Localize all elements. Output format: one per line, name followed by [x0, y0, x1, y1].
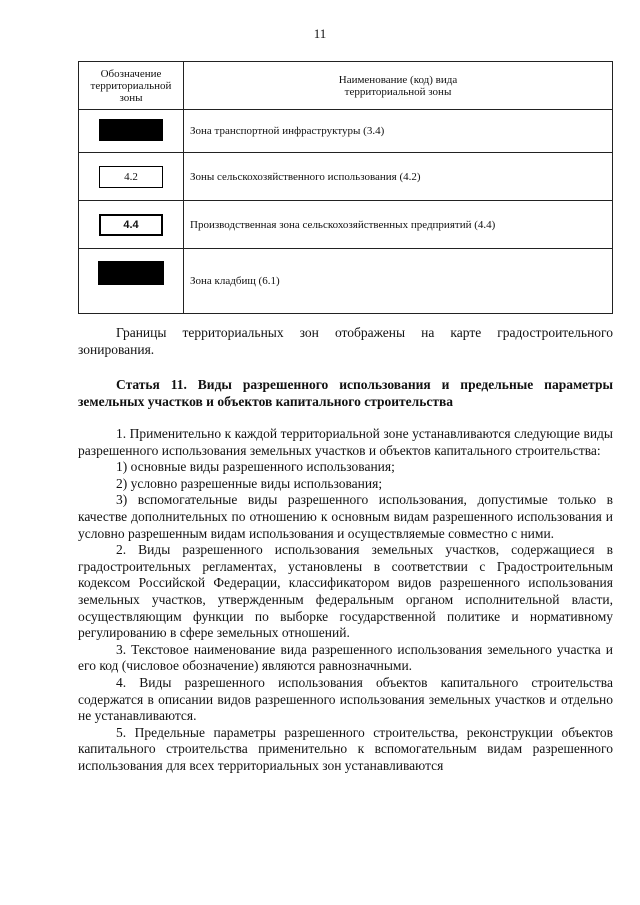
legend-swatch-agricultural: 4.2 [99, 166, 163, 188]
zones-table [78, 61, 613, 314]
table-row [79, 153, 613, 201]
paragraph: 3. Текстовое наименование вида разрешенного использования земельного участка и его код (числовое обозначение) являются равнозначными. [78, 641, 613, 674]
zone-name: Зона кладбищ (6.1) [184, 249, 613, 314]
legend-cell [79, 153, 184, 201]
paragraph: 1. Применительно к каждой территориальной зоне устанавливаются следующие виды разрешенного использования земельных участков и объектов капитального строительства: [78, 426, 613, 458]
paragraph: 3) вспомогательные виды разрешенного использования, допустимые только в качестве дополнительных по отношению к основным видам разрешенного использования и условно разрешенным видам использования и осуществляемые совместно с ними. [78, 492, 613, 541]
article-body [78, 426, 613, 774]
paragraph: 4. Виды разрешенного использования объектов капитального строительства содержатся в описании видов разрешенного использования земельных участков и отдельно не устанавливаются. [78, 674, 613, 724]
legend-swatch-production: 4.4 [99, 214, 163, 236]
legend-swatch-cemetery [98, 261, 164, 285]
page-number: 11 [313, 26, 327, 41]
legend-cell [79, 201, 184, 249]
header-zone-name-text: Наименование (код) вида территориальной зоны [338, 73, 458, 98]
table-row [79, 201, 613, 249]
paragraph: 2. Виды разрешенного использования земельных участков, содержащиеся в градостроительных регламентах, установлены в соответствии с Градостроительным кодексом Российской Федерации, классификатором видов разрешенного использования земельных участков, утвержденным федеральным органом исполнительной власти, осуществляющим функции по выборке государственной политике и нормативному регулированию в сфере земельных отношений. [78, 542, 613, 641]
paragraph: 2) условно разрешенные виды использования; [116, 475, 383, 491]
paragraph: 5. Предельные параметры разрешенного строительства, реконструкции объектов капитального строительства применительно к вспомогательным видам разрешенного использования для всех территориальных зон устанавливаются [78, 724, 613, 773]
legend-cell [79, 249, 184, 314]
boundaries-paragraph: Границы территориальных зон отображены на карте градостроительного зонирования. [78, 325, 613, 357]
header-legend: Обозначение территориальной зоны [79, 62, 184, 110]
header-zone-name [184, 62, 613, 110]
article-heading: Статья 11. Виды разрешенного использования и предельные параметры земельных участков и объектов капитального строительства [78, 377, 613, 409]
table-row [79, 249, 613, 314]
zone-name: Зона транспортной инфраструктуры (3.4) [184, 110, 613, 153]
boundaries-note [78, 325, 613, 358]
legend-swatch-transport [99, 119, 163, 141]
zone-name: Производственная зона сельскохозяйственных предприятий (4.4) [184, 201, 613, 249]
table-header-row [79, 62, 613, 110]
paragraph: 1) основные виды разрешенного использования; [116, 459, 395, 475]
table-row [79, 110, 613, 153]
zone-name: Зоны сельскохозяйственного использования (4.2) [184, 153, 613, 201]
legend-cell [79, 110, 184, 153]
